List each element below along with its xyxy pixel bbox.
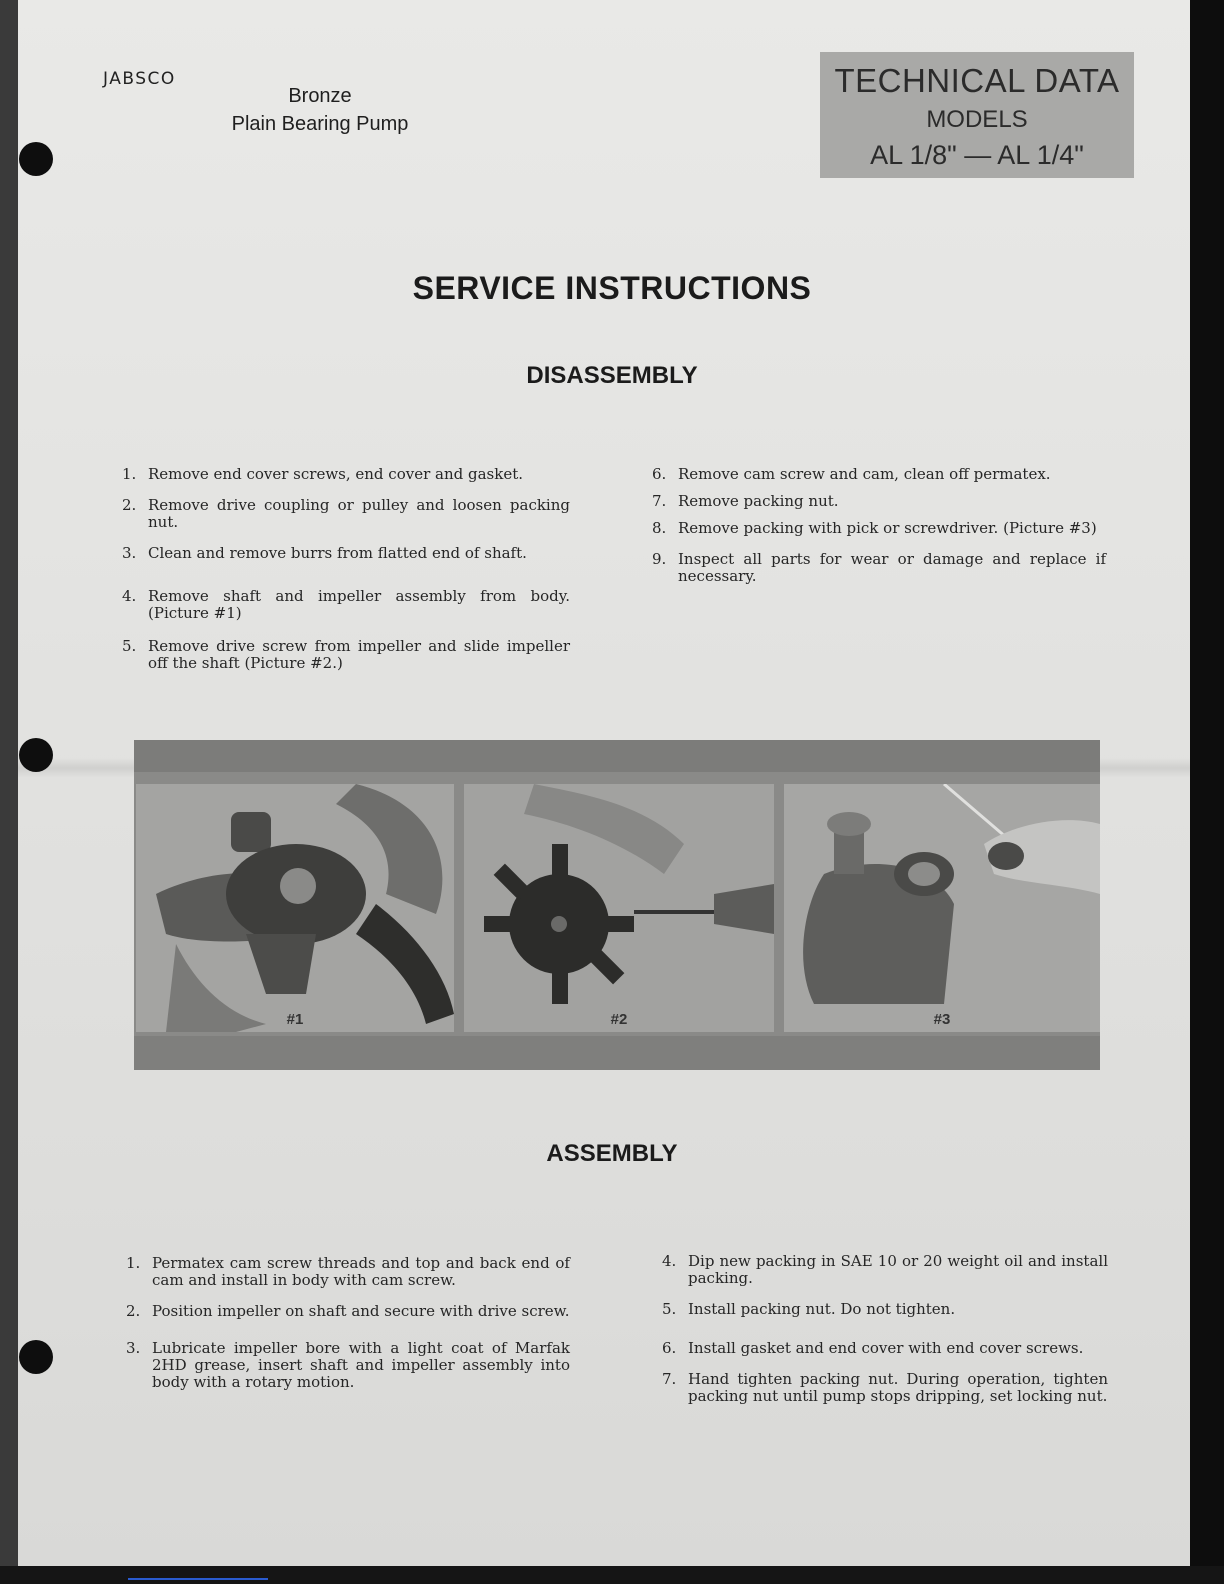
technical-data-title: TECHNICAL DATA xyxy=(834,62,1120,99)
photo-1-label: #1 xyxy=(286,1011,304,1028)
scan-edge-right xyxy=(1190,0,1224,1584)
list-item: 9. Inspect all parts for wear or damage and replace if necessary. xyxy=(652,550,1106,585)
models-range: AL 1/8" — AL 1/4" xyxy=(870,140,1084,170)
photo-2-label: #2 xyxy=(610,1011,628,1028)
photo-3-label: #3 xyxy=(933,1011,951,1028)
photo-2-illustration xyxy=(464,784,774,1032)
assembly-heading: ASSEMBLY xyxy=(546,1140,678,1167)
list-item: 3. Lubricate impeller bore with a light coat of Marfak 2HD grease, insert shaft and impeller assembly into body with a rotary motion. xyxy=(126,1339,570,1391)
list-item: 2. Remove drive coupling or pulley and loosen packing nut. xyxy=(122,496,570,531)
photo-3 xyxy=(784,784,1100,1032)
brand-name: JABSCO xyxy=(103,69,176,89)
list-item: 6. Install gasket and end cover with end cover screws. xyxy=(662,1339,1084,1357)
technical-data-box xyxy=(820,52,1134,178)
punch-hole-bottom xyxy=(19,1340,53,1374)
disassembly-steps-left xyxy=(122,466,570,686)
photo-1-illustration xyxy=(136,784,454,1032)
disassembly-steps-right xyxy=(652,466,1106,599)
photo-strip xyxy=(134,740,1100,1070)
scan-artifact-line xyxy=(128,1578,268,1580)
punch-hole-top xyxy=(19,142,53,176)
page-title: SERVICE INSTRUCTIONS xyxy=(412,270,812,306)
list-item: 2. Position impeller on shaft and secure with drive screw. xyxy=(126,1302,570,1320)
list-item: 7. Remove packing nut. xyxy=(652,492,839,510)
list-item: 5. Remove drive screw from impeller and slide impeller off the shaft (Picture #2.) xyxy=(122,637,570,672)
disassembly-heading: DISASSEMBLY xyxy=(526,362,698,389)
list-item: 8. Remove packing with pick or screwdriver. (Picture #3) xyxy=(652,519,1097,537)
list-item: 1. Remove end cover screws, end cover and gasket. xyxy=(122,465,523,483)
photo-strip-top-bar xyxy=(134,740,1100,772)
photo-2 xyxy=(464,784,774,1032)
list-item: 3. Clean and remove burrs from flatted end of shaft. xyxy=(122,544,527,562)
assembly-steps-left xyxy=(126,1255,570,1405)
product-line-2: Plain Bearing Pump xyxy=(231,113,409,135)
photo-strip-bottom-bar xyxy=(134,1036,1100,1070)
photo-1 xyxy=(136,784,454,1032)
list-item: 4. Remove shaft and impeller assembly from body. (Picture #1) xyxy=(122,587,570,622)
models-label: MODELS xyxy=(926,106,1028,133)
photo-3-illustration xyxy=(784,784,1100,1032)
list-item: 7. Hand tighten packing nut. During operation, tighten packing nut until pump stops dripping, set locking nut. xyxy=(662,1370,1108,1405)
product-title xyxy=(200,82,440,138)
scan-edge-bottom xyxy=(0,1566,1224,1584)
list-item: 4. Dip new packing in SAE 10 or 20 weight oil and install packing. xyxy=(662,1252,1108,1287)
list-item: 5. Install packing nut. Do not tighten. xyxy=(662,1300,956,1318)
punch-hole-middle xyxy=(19,738,53,772)
assembly-steps-right xyxy=(662,1253,1108,1419)
list-item: 6. Remove cam screw and cam, clean off permatex. xyxy=(652,465,1051,483)
product-line-1: Bronze xyxy=(288,85,352,107)
list-item: 1. Permatex cam screw threads and top and back end of cam and install in body with cam screw. xyxy=(126,1254,570,1289)
